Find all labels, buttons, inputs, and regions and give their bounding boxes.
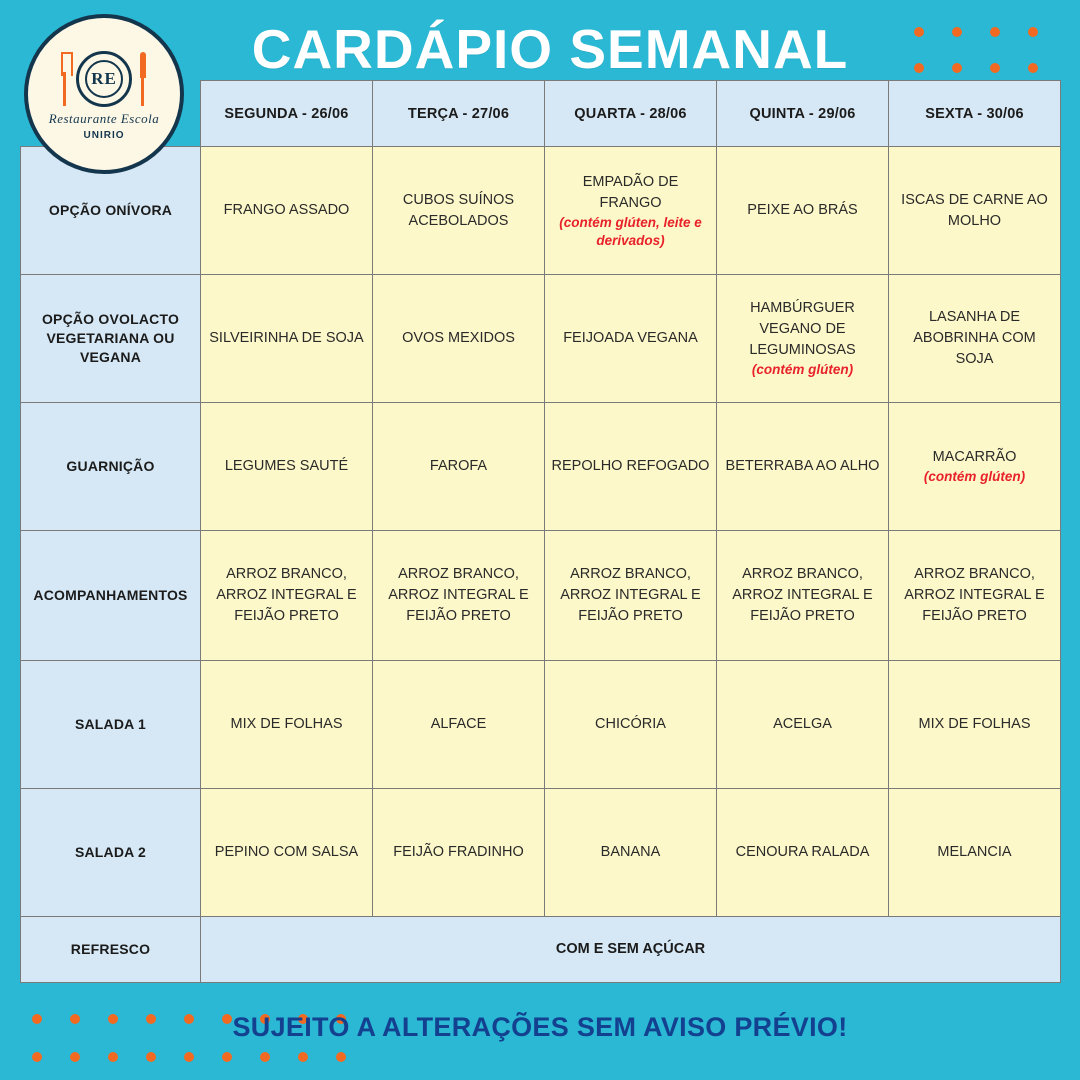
cell-text: LEGUMES SAUTÉ [224,458,349,474]
column-header-terca: TERÇA - 27/06 [373,81,545,147]
cell-text: BETERRABA AO ALHO [725,458,880,474]
column-header-sexta: SEXTA - 30/06 [889,81,1061,147]
dot-icon [990,63,1000,73]
row-label-opcao-vegetariana: OPÇÃO OVOLACTO VEGETARIANA OU VEGANA [21,275,201,403]
cell-onivora-quarta [545,147,717,275]
table-row [21,403,1061,531]
row-label-acompanhamentos: ACOMPANHAMENTOS [21,531,201,661]
dot-icon [914,27,924,37]
cell-text: ARROZ BRANCO, ARROZ INTEGRAL E FEIJÃO PRETO [732,566,873,624]
cell-acomp-sexta [889,531,1061,661]
allergen-note: (contém glúten) [923,469,1026,484]
cell-text: HAMBÚRGUER VEGANO DE LEGUMINOSAS [749,300,856,358]
cell-text: MIX DE FOLHAS [230,716,343,732]
row-label-opcao-onivora: OPÇÃO ONÍVORA [21,147,201,275]
table-row [21,789,1061,917]
plate-icon [76,51,132,107]
cell-text: ARROZ BRANCO, ARROZ INTEGRAL E FEIJÃO PRETO [216,566,357,624]
dot-icon [32,1052,42,1062]
cell-text: ARROZ BRANCO, ARROZ INTEGRAL E FEIJÃO PRETO [904,566,1045,624]
cell-salada2-sexta [889,789,1061,917]
cell-veg-sexta [889,275,1061,403]
dot-icon [952,63,962,73]
cell-veg-segunda [201,275,373,403]
cell-text: ISCAS DE CARNE AO MOLHO [901,191,1048,229]
cell-acomp-quinta [717,531,889,661]
cell-onivora-quinta [717,147,889,275]
table-row [21,917,1061,983]
cell-guarnicao-terca [373,403,545,531]
cell-text: ARROZ BRANCO, ARROZ INTEGRAL E FEIJÃO PRETO [560,566,701,624]
dot-icon [914,63,924,73]
fork-icon [60,52,70,106]
dot-icon [1028,63,1038,73]
cell-salada2-quinta [717,789,889,917]
cell-text: PEIXE AO BRÁS [747,202,858,218]
cell-text: REPOLHO REFOGADO [551,458,710,474]
dot-icon [1028,27,1038,37]
cell-salada1-segunda [201,661,373,789]
menu-table-wrapper [20,80,1060,983]
logo-subtitle: UNIRIO [83,130,125,141]
cell-refresco-all-days: COM E SEM AÇÚCAR [201,917,1061,983]
cell-text: LASANHA DE ABOBRINHA COM SOJA [913,309,1036,367]
cell-acomp-quarta [545,531,717,661]
column-header-segunda: SEGUNDA - 26/06 [201,81,373,147]
page-title: CARDÁPIO SEMANAL [251,18,849,80]
row-label-salada-1: SALADA 1 [21,661,201,789]
cell-text: PEPINO COM SALSA [214,844,359,860]
cell-acomp-terca [373,531,545,661]
cell-salada2-quarta [545,789,717,917]
cell-salada1-sexta [889,661,1061,789]
restaurant-logo [24,14,184,174]
cell-text: ARROZ BRANCO, ARROZ INTEGRAL E FEIJÃO PRETO [388,566,529,624]
cell-text: ALFACE [430,716,487,732]
allergen-note: (contém glúten) [751,362,854,377]
cell-text: OVOS MEXIDOS [402,330,515,346]
dot-icon [990,27,1000,37]
logo-icon-group [60,51,148,107]
dot-icon [146,1052,156,1062]
dot-icon [222,1052,232,1062]
row-label-salada-2: SALADA 2 [21,789,201,917]
table-row [21,275,1061,403]
footer-note: SUJEITO A ALTERAÇÕES SEM AVISO PRÉVIO! [232,1012,848,1042]
cell-text: MACARRÃO [932,449,1017,465]
cell-salada2-terca [373,789,545,917]
cell-veg-terca [373,275,545,403]
cell-text: ACELGA [773,716,832,732]
cell-text: FEIJOADA VEGANA [563,330,698,346]
dot-icon [260,1052,270,1062]
table-row [21,531,1061,661]
row-label-refresco: REFRESCO [21,917,201,983]
cell-text: FEIJÃO FRADINHO [393,844,524,860]
cell-guarnicao-segunda [201,403,373,531]
dot-icon [336,1052,346,1062]
allergen-note: (contém glúten, leite e derivados) [559,214,702,248]
cell-guarnicao-sexta [889,403,1061,531]
cell-salada1-quinta [717,661,889,789]
dot-icon [298,1052,308,1062]
decorative-dots-top-right [900,14,1052,86]
cell-veg-quinta [717,275,889,403]
logo-name: Restaurante Escola [48,111,160,126]
dot-icon [184,1052,194,1062]
table-row [21,661,1061,789]
cell-text: SILVEIRINHA DE SOJA [209,330,364,346]
dot-icon [108,1052,118,1062]
cell-salada1-terca [373,661,545,789]
cell-text: EMPADÃO DE FRANGO [582,173,679,211]
cell-salada2-segunda [201,789,373,917]
cell-text: CUBOS SUÍNOS ACEBOLADOS [402,191,515,229]
cell-onivora-sexta [889,147,1061,275]
cell-onivora-segunda [201,147,373,275]
cell-text: CHICÓRIA [595,716,666,732]
cell-text: BANANA [600,844,661,860]
cell-veg-quarta [545,275,717,403]
table-row [21,147,1061,275]
cell-text: MELANCIA [937,844,1012,860]
weekly-menu-table [20,80,1061,983]
cell-text: CENOURA RALADA [735,844,870,860]
column-header-quarta: QUARTA - 28/06 [545,81,717,147]
column-header-quinta: QUINTA - 29/06 [717,81,889,147]
cell-text: FRANGO ASSADO [223,202,350,218]
row-label-guarnicao: GUARNIÇÃO [21,403,201,531]
cell-onivora-terca [373,147,545,275]
dot-icon [70,1052,80,1062]
cell-acomp-segunda [201,531,373,661]
cell-guarnicao-quinta [717,403,889,531]
dot-icon [952,27,962,37]
logo-monogram: RE [91,69,117,88]
knife-icon [138,52,148,106]
cell-salada1-quarta [545,661,717,789]
cell-text: FAROFA [429,458,488,474]
cell-text: MIX DE FOLHAS [918,716,1031,732]
cell-guarnicao-quarta [545,403,717,531]
